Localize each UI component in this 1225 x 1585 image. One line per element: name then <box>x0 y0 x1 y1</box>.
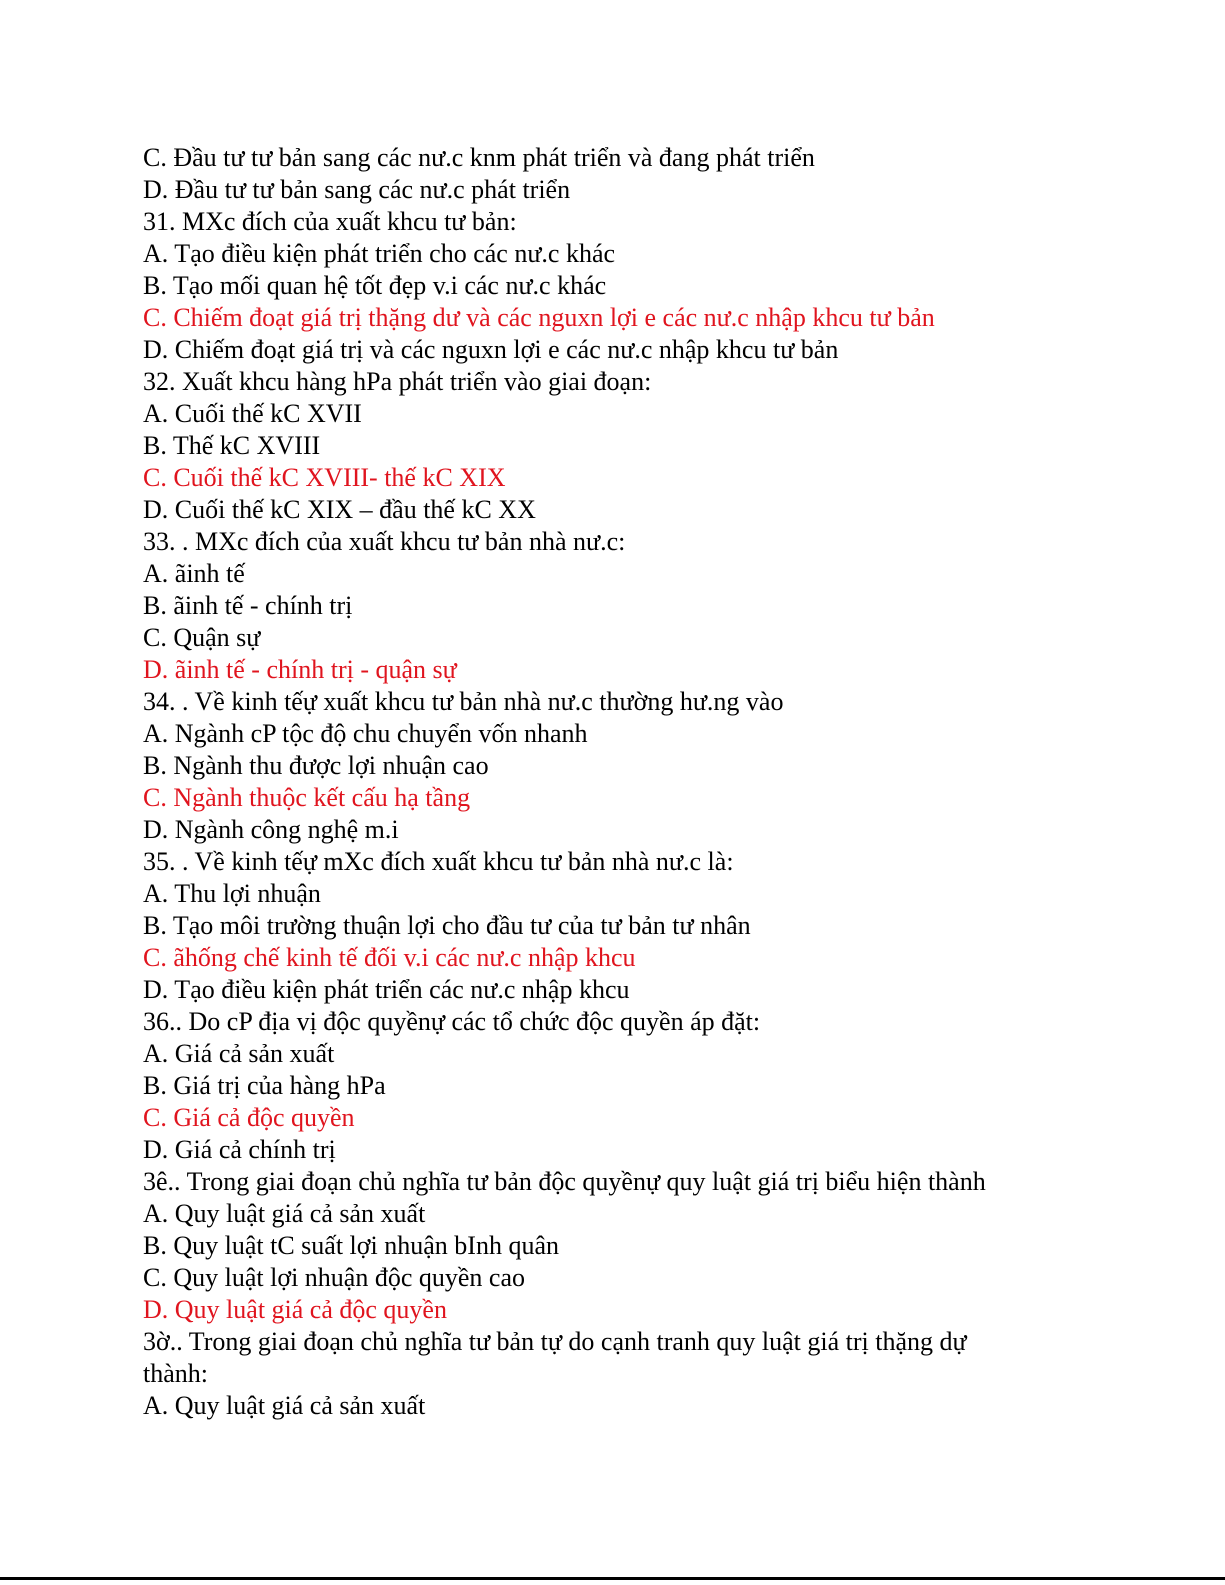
document-line: C. Quận sự <box>143 623 261 652</box>
document-line: D. Ngành công nghệ m.i <box>143 815 399 844</box>
answer-line-correct: C. Giá cả độc quyền <box>143 1103 355 1132</box>
document-line: C. Quy luật lợi nhuận độc quyền cao <box>143 1263 526 1292</box>
document-line: B. ãinh tế - chính trị <box>143 591 353 620</box>
document-line: B. Tạo mối quan hệ tốt đẹp v.i các nư.c khác <box>143 271 607 300</box>
answer-line-correct: C. Cuối thế kC XVIII- thế kC XIX <box>143 463 506 492</box>
document-line: B. Tạo môi trường thuận lợi cho đầu tư của tư bản tư nhân <box>143 911 751 940</box>
document-line: A. Quy luật giá cả sản xuất <box>143 1199 426 1228</box>
answer-line-correct: C. ãhống chế kinh tế đối v.i các nư.c nhập khcu <box>143 943 636 972</box>
document-line: D. Cuối thế kC XIX – đầu thế kC XX <box>143 495 536 524</box>
document-line: C. Đầu tư tư bản sang các nư.c knm phát triển và đang phát triển <box>143 143 815 172</box>
document-line: A. Giá cả sản xuất <box>143 1039 335 1068</box>
document-line: A. Ngành cP tộc độ chu chuyển vốn nhanh <box>143 719 588 748</box>
document-line: A. Thu lợi nhuận <box>143 879 321 908</box>
document-line: B. Quy luật tC suất lợi nhuận bInh quân <box>143 1231 559 1260</box>
document-line: D. Đầu tư tư bản sang các nư.c phát triển <box>143 175 571 204</box>
answer-line-correct: D. Quy luật giá cả độc quyền <box>143 1295 447 1324</box>
document-line: 36.. Do cP địa vị độc quyềnự các tổ chức độc quyền áp đặt: <box>143 1007 761 1036</box>
answer-line-correct: C. Chiếm đoạt giá trị thặng dư và các nguxn lợi e các nư.c nhập khcu tư bản <box>143 303 935 332</box>
document-line: 35. . Về kinh tếự mXc đích xuất khcu tư bản nhà nư.c là: <box>143 847 734 876</box>
document-line: A. Cuối thế kC XVII <box>143 399 362 428</box>
page-bottom-rule <box>0 1577 1225 1580</box>
document-line: D. Tạo điều kiện phát triển các nư.c nhập khcu <box>143 975 630 1004</box>
document-line: B. Thế kC XVIII <box>143 431 321 460</box>
document-line: 34. . Về kinh tếự xuất khcu tư bản nhà nư.c thường hư.ng vào <box>143 687 784 716</box>
question-list <box>143 142 1073 1422</box>
document-line: 3ê.. Trong giai đoạn chủ nghĩa tư bản độc quyềnự quy luật giá trị biểu hiện thành <box>143 1167 986 1196</box>
document-line: 3ờ.. Trong giai đoạn chủ nghĩa tư bản tự do cạnh tranh quy luật giá trị thặng dự <box>143 1327 967 1356</box>
document-line: D. Giá cả chính trị <box>143 1135 336 1164</box>
document-line: D. Chiếm đoạt giá trị và các nguxn lợi e các nư.c nhập khcu tư bản <box>143 335 839 364</box>
document-line: 31. MXc đích của xuất khcu tư bản: <box>143 207 517 236</box>
document-line: B. Ngành thu được lợi nhuận cao <box>143 751 489 780</box>
document-line: A. Tạo điều kiện phát triển cho các nư.c khác <box>143 239 616 268</box>
document-line: A. ãinh tế <box>143 559 245 588</box>
document-line: 33. . MXc đích của xuất khcu tư bản nhà nư.c: <box>143 527 626 556</box>
document-line: B. Giá trị của hàng hPa <box>143 1071 386 1100</box>
answer-line-correct: D. ãinh tế - chính trị - quận sự <box>143 655 457 684</box>
document-line: A. Quy luật giá cả sản xuất <box>143 1391 426 1420</box>
document-line: thành: <box>143 1359 208 1388</box>
answer-line-correct: C. Ngành thuộc kết cấu hạ tầng <box>143 783 471 812</box>
document-line: 32. Xuất khcu hàng hPa phát triển vào giai đoạn: <box>143 367 652 396</box>
